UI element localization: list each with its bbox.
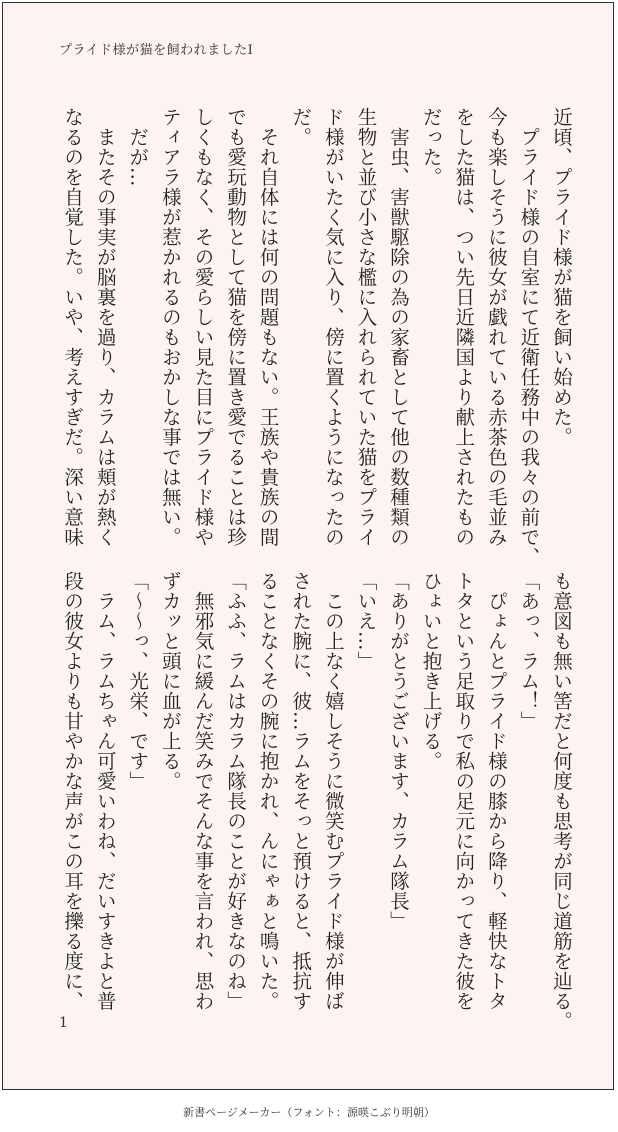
- top-text-line: またその事実が脳裏を過り、カラムは頬が熱く: [93, 107, 117, 547]
- top-text-line: それ自体には何の問題もない。王族や貴族の間: [256, 107, 280, 547]
- top-text-line: 今も楽しそうに彼女が戯れている赤茶色の毛並み: [484, 107, 508, 547]
- bottom-text-line: された腕に、彼…ラムをそっと預けると、抵抗す: [289, 571, 313, 1011]
- bottom-text-line: 段の彼女よりも甘やかな声がこの耳を擽る度に、: [61, 571, 85, 1011]
- top-text-line: なるのを自覚した。いや、考えすぎだ。深い意味: [61, 107, 85, 547]
- bottom-text-line: 無邪気に緩んだ笑みでそんな事を言われ、思わ: [191, 571, 215, 1011]
- bottom-text-line: ラム、ラムちゃん可愛いわね、だいすきよと普: [93, 571, 117, 1011]
- top-text-line: 害虫、害獣駆除の為の家畜として他の数種類の: [387, 107, 411, 547]
- top-text-line: 近頃、プライド様が猫を飼い始めた。: [550, 107, 573, 447]
- bottom-text-line: ぴょんとプライド様の膝から降り、軽快なトタ: [484, 571, 508, 1011]
- top-text-line: だが…: [126, 107, 150, 187]
- footer-credit: 新書ページメーカー（フォント：源暎こぶり明朝）: [183, 1106, 435, 1119]
- top-text-line: ド様がいたく気に入り、傍に置くようになったの: [321, 107, 345, 547]
- top-text-line: プライド様の自室にて近衛任務中の我々の前で、: [517, 107, 541, 567]
- bottom-text-line: も意図も無い筈だと何度も思考が同じ道筋を辿る。: [550, 571, 573, 1031]
- top-text-line: ティアラ様が惹かれるのもおかしな事では無い。: [158, 107, 182, 547]
- top-text-line: をした猫は、つい先日近隣国より献上されたもの: [452, 107, 476, 547]
- bottom-text-line: ひょいと抱き上げる。: [419, 571, 443, 771]
- book-page: [2, 2, 614, 1090]
- page-number: 1: [59, 1015, 68, 1031]
- bottom-text-line: 「ふふ、ラムはカラム隊長のことが好きなのね」: [224, 571, 248, 1011]
- bottom-text-line: ずカッと頭に血が上る。: [158, 571, 182, 791]
- top-text-line: でも愛玩動物として猫を傍に置き愛でることは珍: [224, 107, 248, 547]
- page-header-title: プライド様が猫を飼われましたⅠ: [59, 43, 254, 58]
- bottom-text-line: 「〜〜っ、光栄、です」: [126, 571, 150, 791]
- top-text-line: だった。: [419, 107, 443, 187]
- top-text-line: だ。: [289, 107, 313, 147]
- top-text-line: しくもなく、その愛らしい見た目にプライド様や: [191, 107, 215, 547]
- text-block-bottom: [56, 571, 578, 1031]
- bottom-text-line: 「いえ…」: [354, 571, 378, 671]
- top-text-line: 生物と並び小さな檻に入れられていた猫をプライ: [354, 107, 378, 547]
- bottom-text-line: 「ありがとうございます、カラム隊長」: [387, 571, 411, 931]
- bottom-text-line: 「あっ、ラム！」: [517, 571, 541, 731]
- bottom-text-line: ることなくその腕に抱かれ、んにゃぁと鳴いた。: [256, 571, 280, 1011]
- bottom-text-line: トタという足取りで私の足元に向かってきた彼を: [452, 571, 476, 1011]
- bottom-text-line: この上なく嬉しそうに微笑むプライド様が伸ば: [321, 571, 345, 1011]
- text-block-top: [56, 107, 578, 567]
